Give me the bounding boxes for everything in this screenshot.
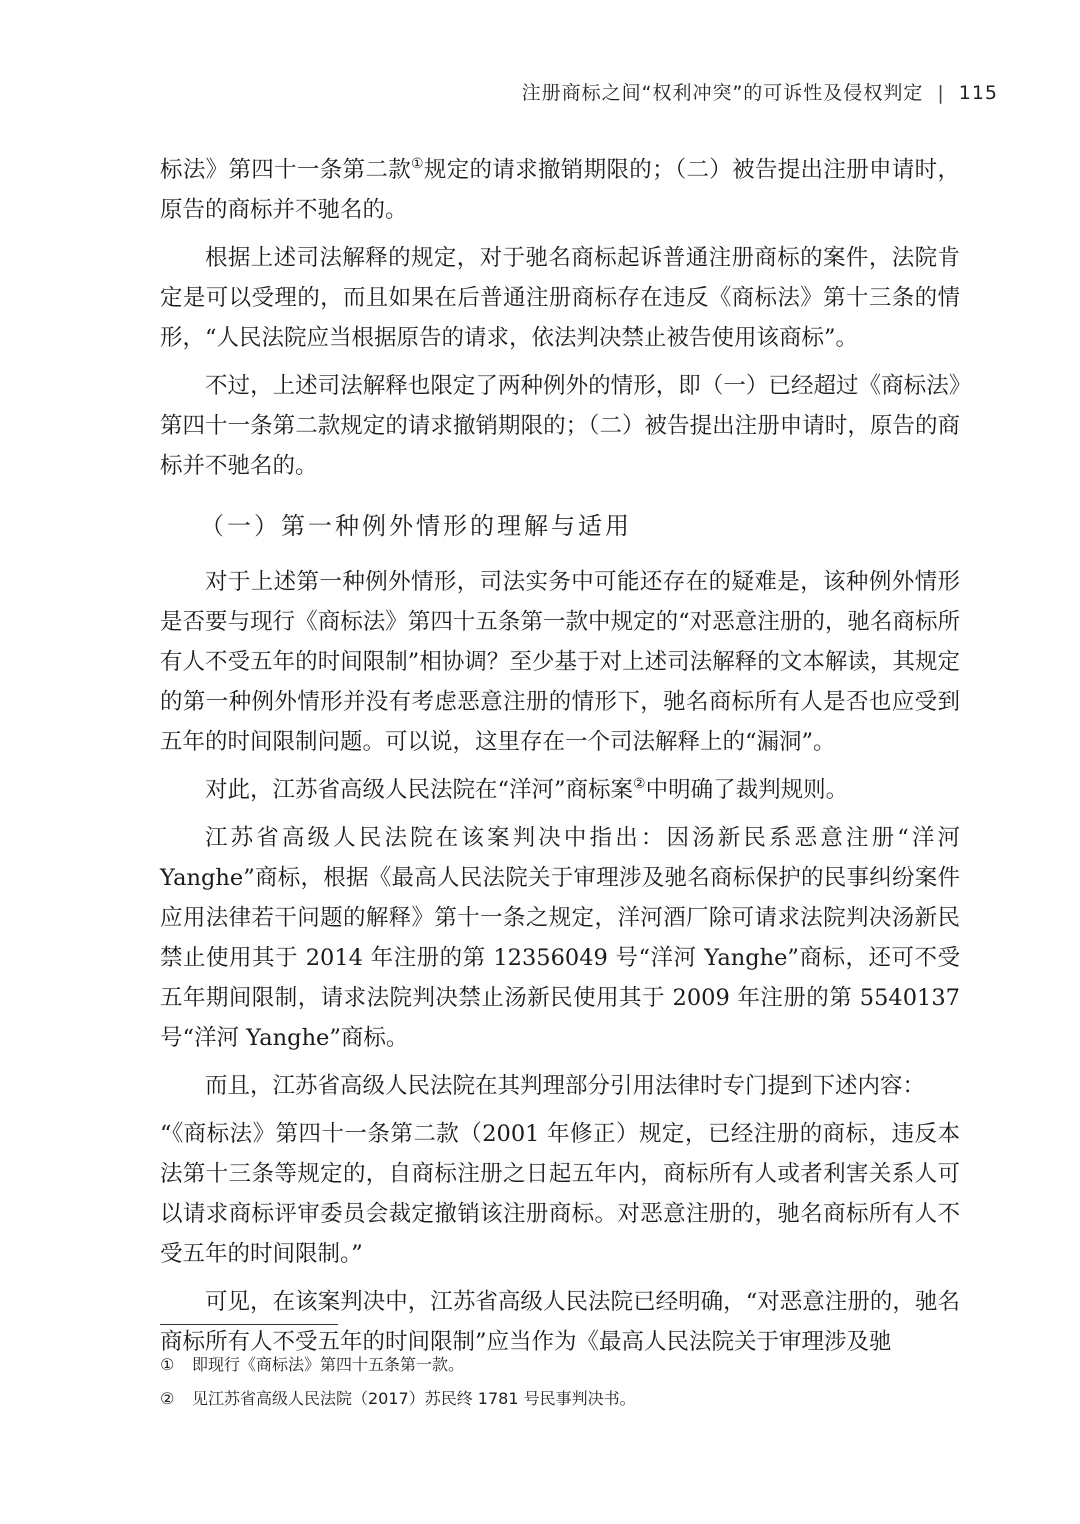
footnote-2 [160,1384,960,1414]
footnote-mark: ① [160,1355,175,1374]
footnote-divider [160,1324,338,1325]
footnote-text: 见江苏省高级人民法院（2017）苏民终 1781 号民事判决书。 [192,1389,636,1408]
paragraph-2: 根据上述司法解释的规定，对于驰名商标起诉普通注册商标的案件，法院肯定是可以受理的，而且如果在后普通注册商标存在违反《商标法》第十三条的情形，“人民法院应当根据原告的请求，依法判决禁止被告使用该商标”。 [160,245,960,351]
footnotes [160,1350,960,1418]
footnote-ref-1[interactable]: ① [411,156,424,172]
running-header [522,78,998,105]
paragraph-5: 对此，江苏省高级人民法院在“洋河”商标案②中明确了裁判规则。 [205,776,849,803]
footnote-1 [160,1350,960,1380]
running-title: 注册商标之间“权利冲突”的可诉性及侵权判定 [521,82,924,104]
section-heading: （一）第一种例外情形的理解与适用 [200,512,632,540]
paragraph-7: 而且，江苏省高级人民法院在其判理部分引用法律时专门提到下述内容： [205,1073,926,1099]
header-separator: | [937,82,945,104]
footnote-ref-2[interactable]: ② [633,776,646,792]
page-body [160,150,960,1370]
footnote-mark: ② [160,1389,175,1408]
page-number: 115 [958,82,998,104]
paragraph-6: 江苏省高级人民法院在该案判决中指出：因汤新民系恶意注册“洋河Yanghe”商标，根据《最高人民法院关于审理涉及驰名商标保护的民事纠纷案件应用法律若干问题的解释》第十一条之规定，洋河酒厂除可请求法院判决汤新民禁止使用其于 2014 年注册的第 12356049 号“洋河 Yanghe”商标，还可不受五年期间限制，请求法院判决禁止汤新民使用其于 2009 年注册的第 5540137 号“洋河 Yanghe”商标。 [160,825,960,1051]
paragraph-3: 不过，上述司法解释也限定了两种例外的情形，即（一）已经超过《商标法》第四十一条第二款规定的请求撤销期限的；（二）被告提出注册申请时，原告的商标并不驰名的。 [160,373,960,479]
paragraph-4: 对于上述第一种例外情形，司法实务中可能还存在的疑难是，该种例外情形是否要与现行《商标法》第四十五条第一款中规定的“对恶意注册的，驰名商标所有人不受五年的时间限制”相协调？至少基于对上述司法解释的文本解读，其规定的第一种例外情形并没有考虑恶意注册的情形下，驰名商标所有人是否也应受到五年的时间限制问题。可以说，这里存在一个司法解释上的“漏洞”。 [160,569,960,755]
paragraph-9: 可见，在该案判决中，江苏省高级人民法院已经明确，“对恶意注册的，驰名商标所有人不受五年的时间限制”应当作为《最高人民法院关于审理涉及驰 [160,1289,960,1355]
paragraph-8-quote: “《商标法》第四十一条第二款（2001 年修正）规定，已经注册的商标，违反本法第十三条等规定的，自商标注册之日起五年内，商标所有人或者利害关系人可以请求商标评审委员会裁定撤销该注册商标。对恶意注册的，驰名商标所有人不受五年的时间限制。” [160,1121,960,1267]
footnote-text: 即现行《商标法》第四十五条第一款。 [192,1355,465,1374]
paragraph-1: 标法》第四十一条第二款①规定的请求撤销期限的；（二）被告提出注册申请时，原告的商标并不驰名的。 [160,156,960,223]
